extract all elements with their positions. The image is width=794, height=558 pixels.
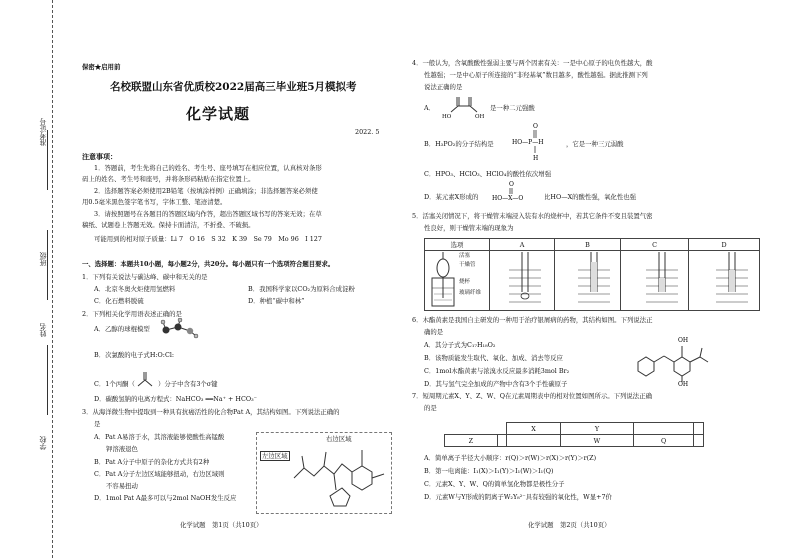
- label-beaker: 烧杯: [459, 279, 471, 285]
- q2-option-b: B．次氯酸的电子式H:O:Cl:: [94, 351, 175, 359]
- svg-text:HO—X—O: HO—X—O: [492, 195, 524, 202]
- q2-option-a: A．乙醇的球棍模型: [94, 325, 150, 333]
- notice-line: 2．选择题答案必须使用2B铅笔（按填涂样例）正确填涂；非选择题答案必须使: [94, 187, 318, 195]
- q4-option-b-part2: ，它是一种三元弱酸: [566, 140, 624, 148]
- binding-fill-line: [47, 230, 48, 300]
- table-row: [445, 423, 704, 435]
- notice-line: 用0.5毫米黑色签字笔书写，字体工整、笔迹清楚。: [82, 198, 227, 206]
- footer-left: 化学试题 第1页（共10页）: [180, 521, 263, 529]
- label-drying-tube: 干燥管: [459, 262, 476, 268]
- atomic-masses: 可能用到的相对原子质量：Li 7 O 16 S 32 K 39 Se 79 Mo 96 I 127: [94, 235, 322, 243]
- q7-stem-cont: 的是: [424, 404, 437, 412]
- option-c-figure: [642, 252, 682, 310]
- q6-option-d: D．其与氢气完全加成的产物中含有3个手性碳原子: [424, 380, 568, 388]
- svg-text:OH: OH: [678, 337, 689, 344]
- q1-option-d: D．种植“碳中和林”: [248, 297, 305, 305]
- right-region-label: 右边区域: [326, 435, 352, 443]
- notice-line: 稿纸、试题卷上答题无效。保持卡面清洁，不折叠、不破损。: [82, 221, 255, 229]
- q3-stem: 3．从海洋微生物中提取到一种具有抗癌活性的化合物Pat A，其结构如图。下列说法正确的: [82, 408, 340, 416]
- secret-label: 保密★启用前: [82, 63, 121, 71]
- q6-option-b: B．该物质能发生取代、氧化、加成、消去等反应: [424, 354, 563, 362]
- oxalic-acid-structure: [442, 92, 486, 120]
- option-a-figure: [505, 252, 545, 310]
- notice-line: 3．请按照题号在各题目的答题区域内作答，超出答题区域书写的答案无效；在草: [94, 210, 322, 218]
- footer-right: 化学试题 第2页（共10页）: [528, 521, 611, 529]
- notice-line: 1．答题前，考生先将自己的姓名、考生号、座号填写在相应位置，认真核对条形: [94, 164, 322, 172]
- table-header-row: [425, 239, 760, 251]
- table-cell: Q: [634, 435, 694, 447]
- q6-stem-cont: 确的是: [424, 328, 444, 336]
- table-cell: [497, 435, 507, 447]
- ball-stick-model: [160, 318, 200, 340]
- pat-a-skeleton: [290, 435, 388, 510]
- q3-option-a-cont: 钾溶液退色: [106, 445, 138, 453]
- q1-stem: 1．下列有关说法与碳达峰、碳中和无关的是: [82, 273, 208, 281]
- binding-field-school: 学校: [39, 436, 47, 450]
- q4-option-b-part1: B．H₃PO₂的分子结构是: [424, 140, 494, 148]
- label-stopcock: 活塞: [459, 253, 471, 259]
- q4-stem-cont: 性越强；一是中心原子所连接的“非羟基氧”数目越多，酸性越强。据此推测下列: [424, 71, 648, 79]
- table-cell: [634, 423, 694, 435]
- binding-field-class: 班级: [39, 252, 47, 266]
- table-cell: X: [507, 423, 561, 435]
- q3-option-a: A．Pat A易溶于水，其溶液能够使酸性高锰酸: [94, 433, 225, 441]
- q7-option-d: D．元素W与Y形成的阴离子W₂Y₈²⁻具有较强的氧化性，W显+7价: [424, 493, 612, 501]
- exam-title: 化学试题: [186, 105, 251, 123]
- hox-oxyacid-structure: [492, 180, 540, 202]
- periodic-table-fragment: [444, 422, 704, 447]
- h3po2-structure: [512, 122, 564, 162]
- q5-stem: 5．活塞关闭情况下，将干燥管末端浸入装有水的烧杯中，若其它条件不变且装置气密: [412, 212, 653, 220]
- option-b-figure: [574, 252, 614, 310]
- q4-option-a-letter: A．: [424, 104, 436, 112]
- binding-line: [52, 0, 53, 558]
- table-cell: [694, 423, 704, 435]
- left-region-label: 左边区域: [262, 452, 288, 460]
- svg-text:O: O: [509, 181, 514, 188]
- q4-stem: 4．一般认为，含氧酸酸性强弱主要与两个因素有关：一是中心原子的电负性越大，酸: [412, 59, 653, 67]
- q7-option-b: B．第一电离能：I₁(X)＞I₁(Y)＞I₁(W)＞I₁(Q): [424, 467, 554, 475]
- exam-subtitle: 名校联盟山东省优质校2022届高三毕业班5月模拟考: [110, 81, 357, 93]
- q1-option-c: C．化石燃料脱硫: [94, 297, 144, 305]
- table-cell: [497, 423, 507, 435]
- q1-option-b: B．我国科学家以CO₂为原料合成淀粉: [248, 285, 355, 293]
- notice-heading: 注意事项：: [82, 152, 117, 161]
- svg-text:OH: OH: [678, 381, 689, 386]
- table-header-cell: A: [490, 239, 555, 251]
- q5-stem-cont: 性良好，则干燥管末端的现象为: [424, 224, 514, 232]
- q3-option-d: D．1mol Pat A最多可以与2mol NaOH发生反应: [94, 494, 237, 502]
- q4-option-d-part2: 比HO—X的酸性强，氧化性也强: [544, 193, 637, 201]
- q7-stem: 7．短周期元素X、Y、Z、W、Q在元素周期表中的相对位置如图所示。下列说法正确: [412, 392, 652, 400]
- q3-option-b: B．Pat A分子中原子的杂化方式共有2种: [94, 458, 210, 466]
- q3-option-c: C．Pat A分子左边区域能够扭动，右边区域则: [94, 470, 225, 478]
- table-header-cell: C: [621, 239, 689, 251]
- q4-option-d-part1: D．某元素X形成的: [424, 193, 479, 201]
- q3-option-c-cont: 不容易扭动: [106, 482, 138, 490]
- svg-text:O: O: [533, 123, 538, 130]
- option-d-figure: [712, 252, 752, 310]
- label-glass-fiber: 玻璃纤维: [459, 290, 482, 296]
- notice-line: 码上的姓名、考生号和座号，并将条形码粘贴在指定位置上。: [82, 175, 255, 183]
- q7-option-a: A．简单离子半径大小顺序：r(Q)＞r(W)＞r(X)＞r(Y)＞r(Z): [424, 454, 597, 462]
- svg-text:HO: HO: [442, 114, 452, 120]
- q1-option-a: A．北京冬奥火炬使用氢燃料: [94, 285, 176, 293]
- q3-stem-cont: 是: [94, 420, 101, 428]
- q4-option-c: C．HPO₃、HClO₃、HClO₄的酸性依次增强: [424, 170, 552, 178]
- binding-field-exam-no: 准考证号: [39, 118, 47, 146]
- q2-option-c-part2: ）分子中含有3个σ键: [158, 380, 218, 388]
- benvitimod-structure: [628, 322, 720, 386]
- q6-option-a: A．其分子式为C₁₇H₁₈O₂: [424, 341, 496, 349]
- svg-text:H: H: [533, 155, 539, 162]
- table-cell: W: [560, 435, 633, 447]
- exam-date: 2022. 5: [355, 128, 380, 136]
- svg-text:HO—P—H: HO—P—H: [512, 139, 544, 146]
- table-cell: [507, 435, 561, 447]
- binding-fill-line: [47, 130, 48, 190]
- table-cell: [694, 435, 704, 447]
- binding-fill-line: [47, 345, 48, 415]
- q2-option-c-part1: C．1个丙酮（: [94, 380, 135, 388]
- svg-text:OH: OH: [475, 114, 485, 120]
- q7-option-c: C．元素X、Y、W、Q的简单氢化物都是极性分子: [424, 480, 565, 488]
- q4-stem-cont: 说法正确的是: [424, 83, 463, 91]
- q2-option-d: D．碳酸氢钠的电离方程式：NaHCO₃ ══Na⁺ + HCO₃⁻: [94, 395, 258, 403]
- acetone-structure: [136, 370, 154, 390]
- table-header-cell: 选项: [425, 239, 490, 251]
- drying-tube-apparatus: [428, 252, 458, 308]
- section-heading: 一、选择题：本题共10小题，每小题2分，共20分。每小题只有一个选项符合题目要求。: [82, 260, 335, 268]
- binding-field-name: 姓名: [39, 323, 47, 337]
- table-header-cell: D: [689, 239, 760, 251]
- table-row: [445, 435, 704, 447]
- table-cell: Y: [560, 423, 633, 435]
- table-cell: [445, 423, 498, 435]
- q2-stem: 2．下列相关化学用语表述正确的是: [82, 310, 182, 318]
- table-cell: Z: [445, 435, 498, 447]
- q6-option-c: C．1mol木酯黄素与浓溴水反应最多消耗3mol Br₂: [424, 367, 570, 375]
- table-header-cell: B: [555, 239, 621, 251]
- q4-option-a: 是一种二元强酸: [490, 104, 535, 112]
- q6-stem: 6．木酯黄素是我国自主研发的一种用于治疗银屑病的药物，其结构如图。下列说法正: [412, 316, 653, 324]
